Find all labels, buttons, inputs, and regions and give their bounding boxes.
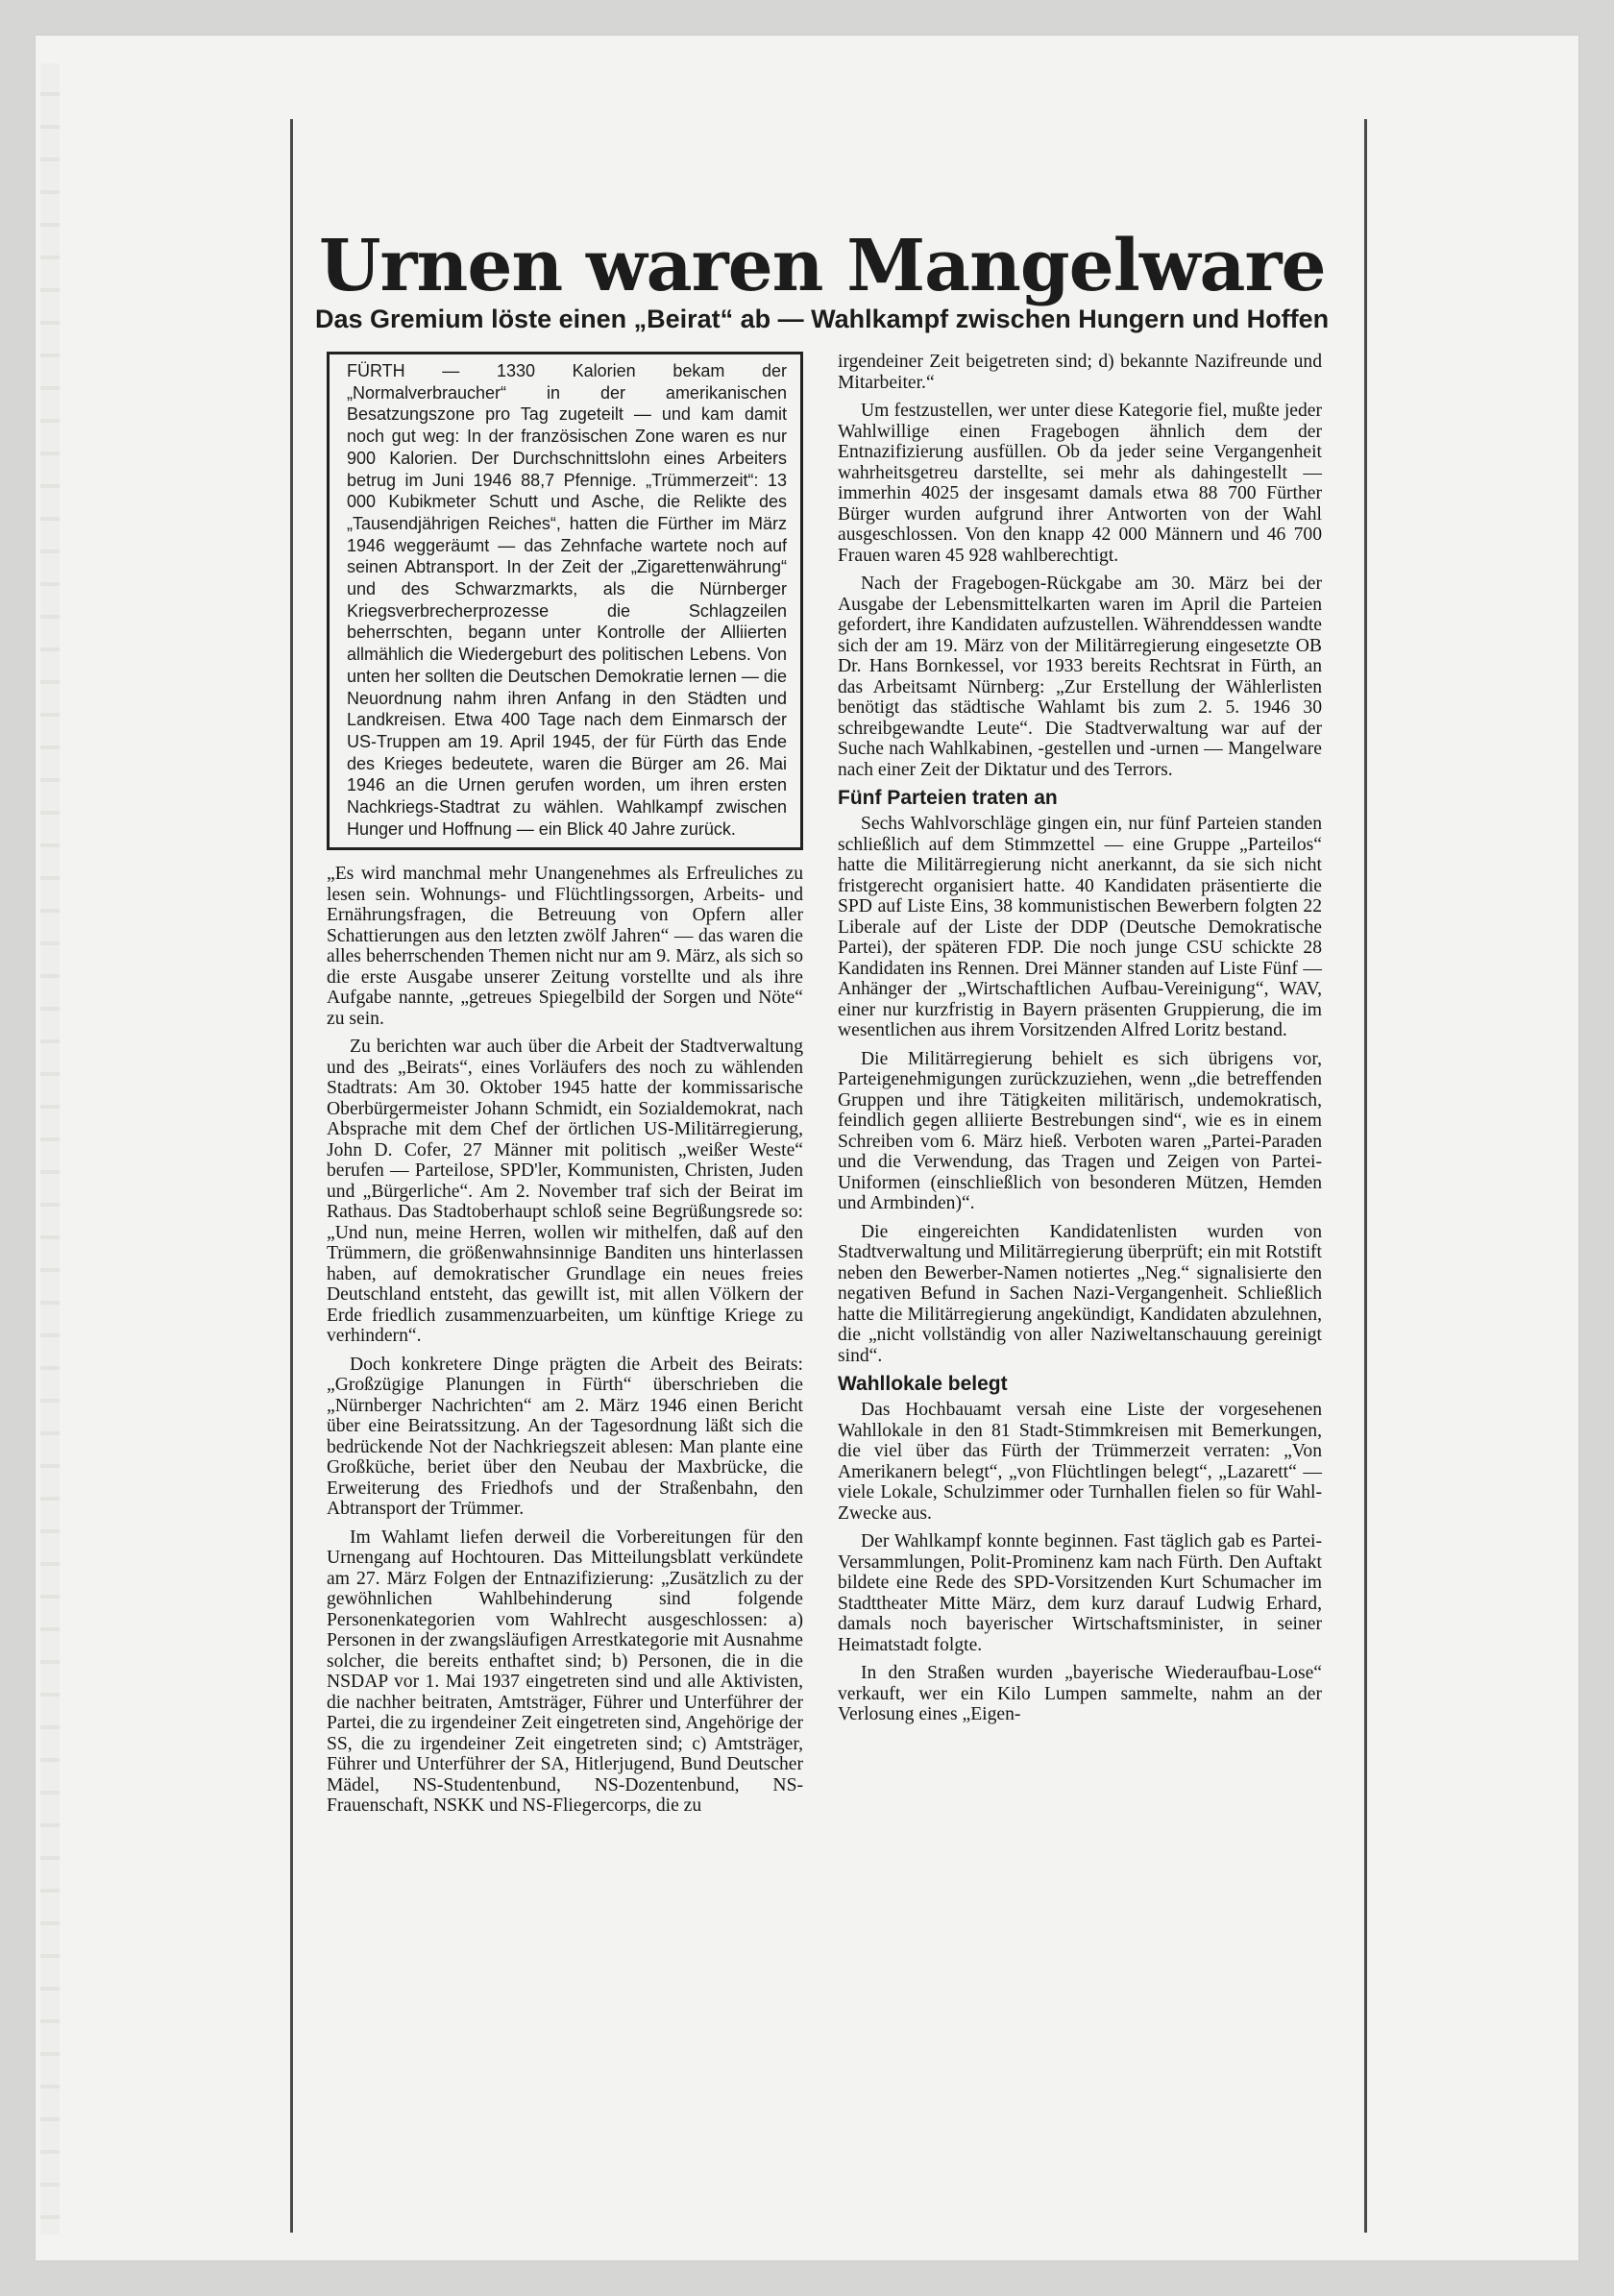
headline: Urnen waren Mangelware	[319, 225, 1326, 307]
section-heading: Fünf Parteien traten an	[838, 787, 1058, 809]
page-rule-right	[1364, 119, 1367, 2233]
paragraph: Das Hochbauamt versah eine Liste der vorgesehenen Wahllokale in den 81 Stadt-Stimmkreisen mit Bemerkungen, die viel über das Fürth der Trümmerzeit verraten: „Von Amerikanern belegt“, „von Flüchtlingen belegt“, „Lazarett“ — viele Lokale, Schulzimmer oder Turnhallen fielen so für Wahl-Zwecke aus.	[838, 1400, 1322, 1524]
paragraph: Die Militärregierung behielt es sich übrigens vor, Parteigenehmigungen zurückzuziehen, wenn „die betreffenden Gruppen und ihre Tätigkeiten militärisch, undemokratisch, feindlich gegen alliierte Bestrebungen sind“, wie es in einem Schreiben vom 6. März hieß. Verboten waren „Partei-Paraden und die Verwendung, das Tragen und Zeigen von Partei-Uniformen (einschließlich von besonderen Mützen, Hemden und Armbinden)“.	[838, 1048, 1322, 1213]
section-heading: Wahllokale belegt	[838, 1373, 1008, 1395]
paragraph: Nach der Fragebogen-Rückgabe am 30. März bei der Ausgabe der Lebensmittelkarten waren im April die Parteien gefordert, ihre Kandidaten aufzustellen. Währenddessen wandte sich der am 19. März von der Militärregierung eingesetzte OB Dr. Hans Bornkessel, vor 1933 bereits Rechtsrat in Fürth, an das Arbeitsamt Nürnberg: „Zur Erstellung der Wählerlisten benötigt das städtische Wahlamt bis zum 2. 5. 1946 30 schreibgewandte Leute“. Die Stadtverwaltung war auf der Suche nach Wahlkabinen, -gestellen und -urnen — Mangelware nach einer Zeit der Diktatur und des Terrors.	[838, 574, 1322, 780]
paragraph: In den Straßen wurden „bayerische Wiederaufbau-Lose“ verkauft, wer ein Kilo Lumpen sammelte, nahm an der Verlosung eines „Eigen-	[838, 1663, 1322, 1724]
paragraph: „Es wird manchmal mehr Unangenehmes als Erfreuliches zu lesen sein. Wohnungs- und Flüchtlingssorgen, Arbeits- und Ernährungsfragen, die Betreuung von Opfern aller Schattierungen aus den letzten zwölf Jahren“ — das waren die alles beherrschenden Themen nicht nur am 9. März, als sich so die erste Ausgabe unserer Zeitung vorstellte und als ihre Aufgabe nannte, „getreues Spiegelbild der Sorgen und Nöte“ zu sein.	[327, 864, 803, 1029]
paragraph: Die eingereichten Kandidatenlisten wurden von Stadtverwaltung und Militärregierung überprüft; ein mit Rotstift neben den Bewerber-Namen notiertes „Neg.“ signalisierte den negativen Befund in Sachen Nazi-Vergangenheit. Schließlich hatte die Militärregierung angekündigt, Kandidaten abzulehnen, die „nicht vollständig von aller Naziweltanschauung gereinigt sind“.	[838, 1221, 1322, 1366]
page-rule-left	[290, 119, 293, 2233]
binder-edge	[40, 63, 60, 2235]
paragraph: Der Wahlkampf konnte beginnen. Fast täglich gab es Partei-Versammlungen, Polit-Prominenz kam nach Fürth. Den Auftakt bildete eine Rede des SPD-Vorsitzenden Kurt Schumacher im Stadttheater Mitte März, dem kurz darauf Ludwig Erhard, damals noch bayerischer Wirtschaftsminister, in seiner Heimatstadt folgte.	[838, 1531, 1322, 1655]
left-body	[327, 864, 803, 1817]
intro-box: FÜRTH — 1330 Kalorien bekam der „Normalverbraucher“ in der amerikanischen Besatzungszone pro Tag zugeteilt — und kam damit noch gut weg: In der französischen Zone waren es nur 900 Kalorien. Der Durchschnittslohn eines Arbeiters betrug im Juni 1946 88,7 Pfennige. „Trümmerzeit“: 13 000 Kubikmeter Schutt und Asche, die Relikte des „Tausendjährigen Reiches“, hatten die Fürther im März 1946 weggeräumt — das Zehnfache wartete noch auf seinen Abtransport. In der Zeit der „Zigarettenwährung“ und des Schwarzmarkts, als die Nürnberger Kriegsverbrecherprozesse die Schlagzeilen beherrschten, begann unter Kontrolle der Alliierten allmählich die Wiedergeburt des politischen Lebens. Von unten her sollten die Deutschen Demokratie lernen — die Neuordnung nahm ihren Anfang in den Städten und Landkreisen. Etwa 400 Tage nach dem Einmarsch der US-Truppen am 19. April 1945, der für Fürth das Ende des Krieges bedeutete, waren die Bürger am 26. Mai 1946 an die Urnen gerufen worden, um ihren ersten Nachkriegs-Stadtrat zu wählen. Wahlkampf zwischen Hunger und Hoffnung — ein Blick 40 Jahre zurück.	[327, 352, 803, 850]
subheadline: Das Gremium löste einen „Beirat“ ab — Wahlkampf zwischen Hungern und Hoffen	[315, 305, 1330, 333]
paragraph: Sechs Wahlvorschläge gingen ein, nur fünf Parteien standen schließlich auf dem Stimmzettel — eine Gruppe „Parteilos“ hatte die Militärregierung nicht anerkannt, da sie sich nicht fristgerecht organisiert hatte. 40 Kandidaten präsentierte die SPD auf Liste Eins, 38 kommunistischen Bewerbern folgten 22 Liberale auf der Liste der DDP (Deutsche Demokratische Partei), der späteren FDP. Die noch junge CSU schickte 28 Kandidaten ins Rennen. Drei Männer standen auf Liste Fünf — Anhänger der „Wirtschaftlichen Aufbau-Vereinigung“, WAV, einer nur kurzfristig in Bayern präsenten Gruppierung, die im wesentlichen aus ihrem Vorsitzenden Alfred Loritz bestand.	[838, 814, 1322, 1040]
column-right	[838, 352, 1322, 1725]
paragraph: Zu berichten war auch über die Arbeit der Stadtverwaltung und des „Beirats“, eines Vorläufers des noch zu wählenden Stadtrats: Am 30. Oktober 1945 hatte der kommissarische Oberbürgermeister Johann Schmidt, ein Sozialdemokrat, nach Absprache mit dem Chef der örtlichen US-Militärregierung, John D. Cofer, 27 Männer mit politisch „weißer Weste“ berufen — Parteilose, SPD'ler, Kommunisten, Christen, Juden und „Bürgerliche“. Am 2. November traf sich der Beirat im Rathaus. Das Stadtoberhaupt schloß seine Begrüßungsrede so: „Und nun, meine Herren, wollen wir mithelfen, daß auf den Trümmern, die größenwahnsinnige Banditen uns hinterlassen haben, auf demokratischer Grundlage ein neues freies Deutschland entsteht, das gewillt ist, mit allen Völkern der Erde friedlich zusammenzuarbeiten, um künftige Kriege zu verhindern“.	[327, 1037, 803, 1347]
paragraph: Doch konkretere Dinge prägten die Arbeit des Beirats: „Großzügige Planungen in Fürth“ überschrieben die „Nürnberger Nachrichten“ am 2. März 1946 einen Bericht über eine Beiratssitzung. An der Tagesordnung läßt sich die bedrückende Not der Nachkriegszeit ablesen: Man plante eine Großküche, beriet über den Neubau der Maxbrücke, die Erweiterung des Friedhofs und der Straßenbahn, den Abtransport der Trümmer.	[327, 1354, 803, 1520]
paragraph: Um festzustellen, wer unter diese Kategorie fiel, mußte jeder Wahlwillige einen Fragebogen ähnlich dem der Entnazifizierung ausfüllen. Ob da jeder seine Vergangenheit wahrheitsgetreu darstellte, sei mehr als dahingestellt — immerhin 4025 der insgesamt damals etwa 88 700 Fürther Bürger wurden aufgrund ihrer Antworten von der Wahl ausgeschlossen. Von den knapp 42 000 Männern und 46 700 Frauen waren 45 928 wahlberechtigt.	[838, 401, 1322, 566]
paragraph: Im Wahlamt liefen derweil die Vorbereitungen für den Urnengang auf Hochtouren. Das Mitteilungsblatt verkündete am 27. März Folgen der Entnazifizierung: „Zusätzlich zu der gewöhnlichen Wahlbehinderung sind folgende Personenkategorien vom Wahlrecht ausgeschlossen: a) Personen in der zwangsläufigen Arrestkategorie mit Ausnahme solcher, die bereits enthaftet sind; b) Personen, die in die NSDAP vor 1. Mai 1937 eingetreten sind und alle Aktivisten, die nachher beitraten, Amtsträger, Führer und Unterführer der Partei, die zu irgendeiner Zeit eingetreten sind, Angehörige der SS, die zu irgendeiner Zeit eingetreten sind; c) Amtsträger, Führer und Unterführer der SA, Hitlerjugend, Bund Deutscher Mädel, NS-Studentenbund, NS-Dozentenbund, NS-Frauenschaft, NSKK und NS-Fliegercorps, die zu	[327, 1527, 803, 1817]
newspaper-clipping	[307, 209, 1335, 2140]
paragraph: irgendeiner Zeit beigetreten sind; d) bekannte Nazifreunde und Mitarbeiter.“	[838, 352, 1322, 393]
right-body	[838, 352, 1322, 1725]
column-left	[327, 352, 803, 1817]
